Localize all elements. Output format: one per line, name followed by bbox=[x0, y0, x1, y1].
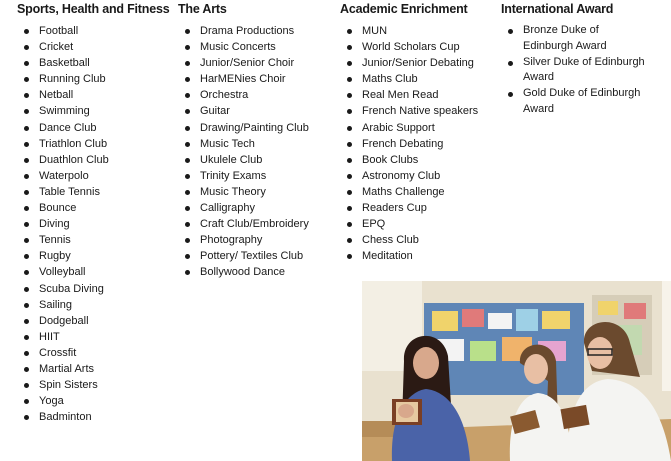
academic-list-item-label: Junior/Senior Debating bbox=[362, 57, 474, 70]
academic-list-item bbox=[340, 200, 478, 216]
bullet-icon bbox=[24, 109, 29, 114]
list-academic bbox=[340, 23, 478, 264]
sports-list-item bbox=[17, 120, 169, 136]
sports-list-item bbox=[17, 264, 169, 280]
sports-list-item bbox=[17, 103, 169, 119]
bullet-icon bbox=[347, 126, 352, 131]
sports-list-item-label: Duathlon Club bbox=[39, 153, 109, 166]
bullet-icon bbox=[347, 174, 352, 179]
bullet-icon bbox=[24, 206, 29, 211]
sports-list-item-label: Badminton bbox=[39, 411, 92, 424]
bullet-icon bbox=[508, 61, 513, 66]
sports-list-item-label: Waterpolo bbox=[39, 169, 89, 182]
sports-list-item bbox=[17, 313, 169, 329]
bullet-icon bbox=[185, 222, 190, 227]
academic-list-item-label: Maths Club bbox=[362, 73, 418, 86]
sports-list-item-label: Table Tennis bbox=[39, 185, 100, 198]
sports-list-item bbox=[17, 200, 169, 216]
sports-list-item-label: Diving bbox=[39, 218, 70, 231]
bullet-icon bbox=[24, 77, 29, 82]
sports-list-item-label: Sailing bbox=[39, 298, 73, 311]
bullet-icon bbox=[24, 45, 29, 50]
international-list-item bbox=[501, 86, 645, 117]
heading-international: International Award bbox=[501, 2, 614, 16]
bullet-icon bbox=[24, 29, 29, 34]
bullet-icon bbox=[24, 93, 29, 98]
sports-list-item-label: Swimming bbox=[39, 105, 90, 118]
academic-list-item bbox=[340, 152, 478, 168]
sports-list-item bbox=[17, 184, 169, 200]
arts-list-item bbox=[178, 87, 309, 103]
bullet-icon bbox=[24, 415, 29, 420]
academic-list-item-label: EPQ bbox=[362, 218, 386, 231]
academic-list-item bbox=[340, 55, 478, 71]
heading-arts: The Arts bbox=[178, 2, 227, 16]
arts-list-item-label: Guitar bbox=[200, 105, 230, 118]
sports-list-item-label: Cricket bbox=[39, 41, 74, 54]
arts-list-item-label: Bollywood Dance bbox=[200, 266, 285, 279]
bullet-icon bbox=[347, 222, 352, 227]
bullet-icon bbox=[185, 61, 190, 66]
academic-list-item bbox=[340, 120, 478, 136]
bullet-icon bbox=[185, 190, 190, 195]
arts-list-item-label: Music Theory bbox=[200, 185, 266, 198]
bullet-icon bbox=[347, 109, 352, 114]
academic-list-item bbox=[340, 87, 478, 103]
bullet-icon bbox=[185, 254, 190, 259]
sports-list-item bbox=[17, 345, 169, 361]
bullet-icon bbox=[185, 206, 190, 211]
classroom-photo bbox=[362, 281, 671, 461]
bullet-icon bbox=[185, 270, 190, 275]
bullet-icon bbox=[185, 109, 190, 114]
sports-list-item bbox=[17, 168, 169, 184]
arts-list-item-label: Junior/Senior Choir bbox=[200, 57, 295, 70]
arts-list-item-label: Photography bbox=[200, 234, 263, 247]
arts-list-item bbox=[178, 39, 309, 55]
academic-list-item-label: Chess Club bbox=[362, 234, 419, 247]
bullet-icon bbox=[185, 238, 190, 243]
arts-list-item bbox=[178, 152, 309, 168]
bullet-icon bbox=[185, 142, 190, 147]
bullet-icon bbox=[185, 93, 190, 98]
sports-list-item bbox=[17, 377, 169, 393]
column-academic bbox=[340, 2, 478, 264]
teacher-face bbox=[413, 347, 439, 379]
academic-list-item-label: Astronomy Club bbox=[362, 169, 441, 182]
arts-list-item-label: Ukulele Club bbox=[200, 153, 263, 166]
sports-list-item-label: Netball bbox=[39, 89, 74, 102]
arts-list-item bbox=[178, 200, 309, 216]
bullet-icon bbox=[185, 174, 190, 179]
bullet-icon bbox=[347, 61, 352, 66]
bullet-icon bbox=[24, 270, 29, 275]
bullet-icon bbox=[24, 142, 29, 147]
sports-list-item-label: Triathlon Club bbox=[39, 137, 108, 150]
arts-list-item bbox=[178, 103, 309, 119]
arts-list-item-label: Craft Club/Embroidery bbox=[200, 218, 309, 231]
bullet-icon bbox=[347, 93, 352, 98]
sports-list-item bbox=[17, 152, 169, 168]
bullet-icon bbox=[508, 92, 513, 97]
bullet-icon bbox=[185, 45, 190, 50]
sports-list-item-label: Volleyball bbox=[39, 266, 86, 279]
student1-face bbox=[524, 354, 548, 384]
sports-list-item bbox=[17, 216, 169, 232]
bullet-icon bbox=[24, 254, 29, 259]
bullet-icon bbox=[347, 190, 352, 195]
sports-list-item-label: Crossfit bbox=[39, 346, 77, 359]
bullet-icon bbox=[508, 29, 513, 34]
sports-list-item-label: Martial Arts bbox=[39, 362, 95, 375]
sports-list-item bbox=[17, 297, 169, 313]
bullet-icon bbox=[24, 367, 29, 372]
student2-face bbox=[587, 337, 613, 369]
sports-list-item-label: Dodgeball bbox=[39, 314, 89, 327]
academic-list-item-label: Readers Cup bbox=[362, 202, 427, 215]
sports-list-item bbox=[17, 136, 169, 152]
sports-list-item-label: Tennis bbox=[39, 234, 71, 247]
sports-list-item-label: Dance Club bbox=[39, 121, 97, 134]
bullet-icon bbox=[347, 206, 352, 211]
academic-list-item bbox=[340, 248, 478, 264]
bullet-icon bbox=[24, 399, 29, 404]
academic-list-item-label: World Scholars Cup bbox=[362, 41, 460, 54]
arts-list-item-label: Drawing/Painting Club bbox=[200, 121, 309, 134]
bullet-icon bbox=[347, 238, 352, 243]
arts-list-item bbox=[178, 120, 309, 136]
sports-list-item bbox=[17, 281, 169, 297]
academic-list-item-label: Real Men Read bbox=[362, 89, 439, 102]
academic-list-item bbox=[340, 71, 478, 87]
academic-list-item bbox=[340, 184, 478, 200]
arts-list-item bbox=[178, 136, 309, 152]
bullet-icon bbox=[185, 126, 190, 131]
bullet-icon bbox=[347, 29, 352, 34]
sports-list-item-label: Football bbox=[39, 25, 79, 37]
sports-list-item bbox=[17, 71, 169, 87]
bullet-icon bbox=[185, 29, 190, 34]
international-list-item bbox=[501, 55, 645, 86]
sports-list-item bbox=[17, 55, 169, 71]
heading-sports: Sports, Health and Fitness bbox=[17, 2, 170, 16]
academic-list-item-label: MUN bbox=[362, 25, 388, 37]
sports-list-item-label: Rugby bbox=[39, 250, 71, 263]
arts-list-item bbox=[178, 232, 309, 248]
bullet-icon bbox=[24, 238, 29, 243]
international-list-item-label: Silver Duke of Edinburgh Award bbox=[523, 55, 645, 84]
academic-list-item-label: Meditation bbox=[362, 250, 413, 263]
list-sports bbox=[17, 23, 169, 425]
bullet-icon bbox=[24, 303, 29, 308]
heading-academic: Academic Enrichment bbox=[340, 2, 468, 16]
sports-list-item-label: Bounce bbox=[39, 202, 77, 215]
sports-list-item bbox=[17, 39, 169, 55]
sports-list-item-label: Basketball bbox=[39, 57, 90, 70]
arts-list-item-label: Trinity Exams bbox=[200, 169, 267, 182]
international-list-item bbox=[501, 23, 645, 54]
sports-list-item-label: Running Club bbox=[39, 73, 106, 86]
bullet-icon bbox=[185, 77, 190, 82]
arts-list-item-label: Drama Productions bbox=[200, 25, 295, 37]
bullet-icon bbox=[24, 126, 29, 131]
sports-list-item-label: Spin Sisters bbox=[39, 379, 98, 392]
bullet-icon bbox=[347, 142, 352, 147]
column-international bbox=[501, 2, 645, 118]
bullet-icon bbox=[347, 158, 352, 163]
academic-list-item bbox=[340, 39, 478, 55]
academic-list-item-label: Arabic Support bbox=[362, 121, 435, 134]
column-arts bbox=[178, 2, 309, 281]
sports-list-item-label: HIIT bbox=[39, 330, 60, 343]
bullet-icon bbox=[185, 158, 190, 163]
academic-list-item bbox=[340, 216, 478, 232]
bullet-icon bbox=[24, 158, 29, 163]
sports-list-item bbox=[17, 87, 169, 103]
arts-list-item-label: Calligraphy bbox=[200, 202, 256, 215]
sports-list-item bbox=[17, 248, 169, 264]
sports-list-item-label: Yoga bbox=[39, 395, 64, 408]
bullet-icon bbox=[24, 222, 29, 227]
academic-list-item-label: Maths Challenge bbox=[362, 185, 445, 198]
academic-list-item-label: French Debating bbox=[362, 137, 444, 150]
academic-list-item bbox=[340, 103, 478, 119]
academic-list-item-label: Book Clubs bbox=[362, 153, 419, 166]
arts-list-item bbox=[178, 248, 309, 264]
sports-list-item-label: Scuba Diving bbox=[39, 282, 104, 295]
arts-list-item bbox=[178, 184, 309, 200]
bullet-icon bbox=[347, 77, 352, 82]
bullet-icon bbox=[347, 45, 352, 50]
bullet-icon bbox=[24, 383, 29, 388]
bullet-icon bbox=[347, 254, 352, 259]
sports-list-item bbox=[17, 232, 169, 248]
international-list-item-label: Bronze Duke of Edinburgh Award bbox=[523, 24, 607, 52]
international-list-item-label: Gold Duke of Edinburgh Award bbox=[523, 87, 641, 115]
arts-list-item bbox=[178, 71, 309, 87]
sports-list-item bbox=[17, 409, 169, 425]
bullet-icon bbox=[24, 61, 29, 66]
sports-list-item bbox=[17, 393, 169, 409]
arts-list-item bbox=[178, 55, 309, 71]
bullet-icon bbox=[24, 335, 29, 340]
bullet-icon bbox=[24, 319, 29, 324]
arts-list-item-label: HarMENies Choir bbox=[200, 73, 286, 86]
arts-list-item-label: Music Concerts bbox=[200, 41, 276, 54]
bullet-icon bbox=[24, 287, 29, 292]
sports-list-item bbox=[17, 361, 169, 377]
arts-list-item-label: Orchestra bbox=[200, 89, 249, 102]
sports-list-item bbox=[17, 23, 169, 39]
arts-list-item bbox=[178, 23, 309, 39]
arts-list-item-label: Music Tech bbox=[200, 137, 255, 150]
arts-list-item bbox=[178, 216, 309, 232]
arts-list-item-label: Pottery/ Textiles Club bbox=[200, 250, 304, 263]
bullet-icon bbox=[24, 351, 29, 356]
bullet-icon bbox=[24, 190, 29, 195]
academic-list-item bbox=[340, 23, 478, 39]
bullet-icon bbox=[24, 174, 29, 179]
list-arts bbox=[178, 23, 309, 281]
academic-list-item bbox=[340, 232, 478, 248]
column-sports bbox=[17, 2, 169, 425]
academic-list-item-label: French Native speakers bbox=[362, 105, 479, 118]
arts-list-item bbox=[178, 264, 309, 280]
academic-list-item bbox=[340, 168, 478, 184]
academic-list-item bbox=[340, 136, 478, 152]
list-international bbox=[501, 23, 645, 117]
arts-list-item bbox=[178, 168, 309, 184]
sports-list-item bbox=[17, 329, 169, 345]
